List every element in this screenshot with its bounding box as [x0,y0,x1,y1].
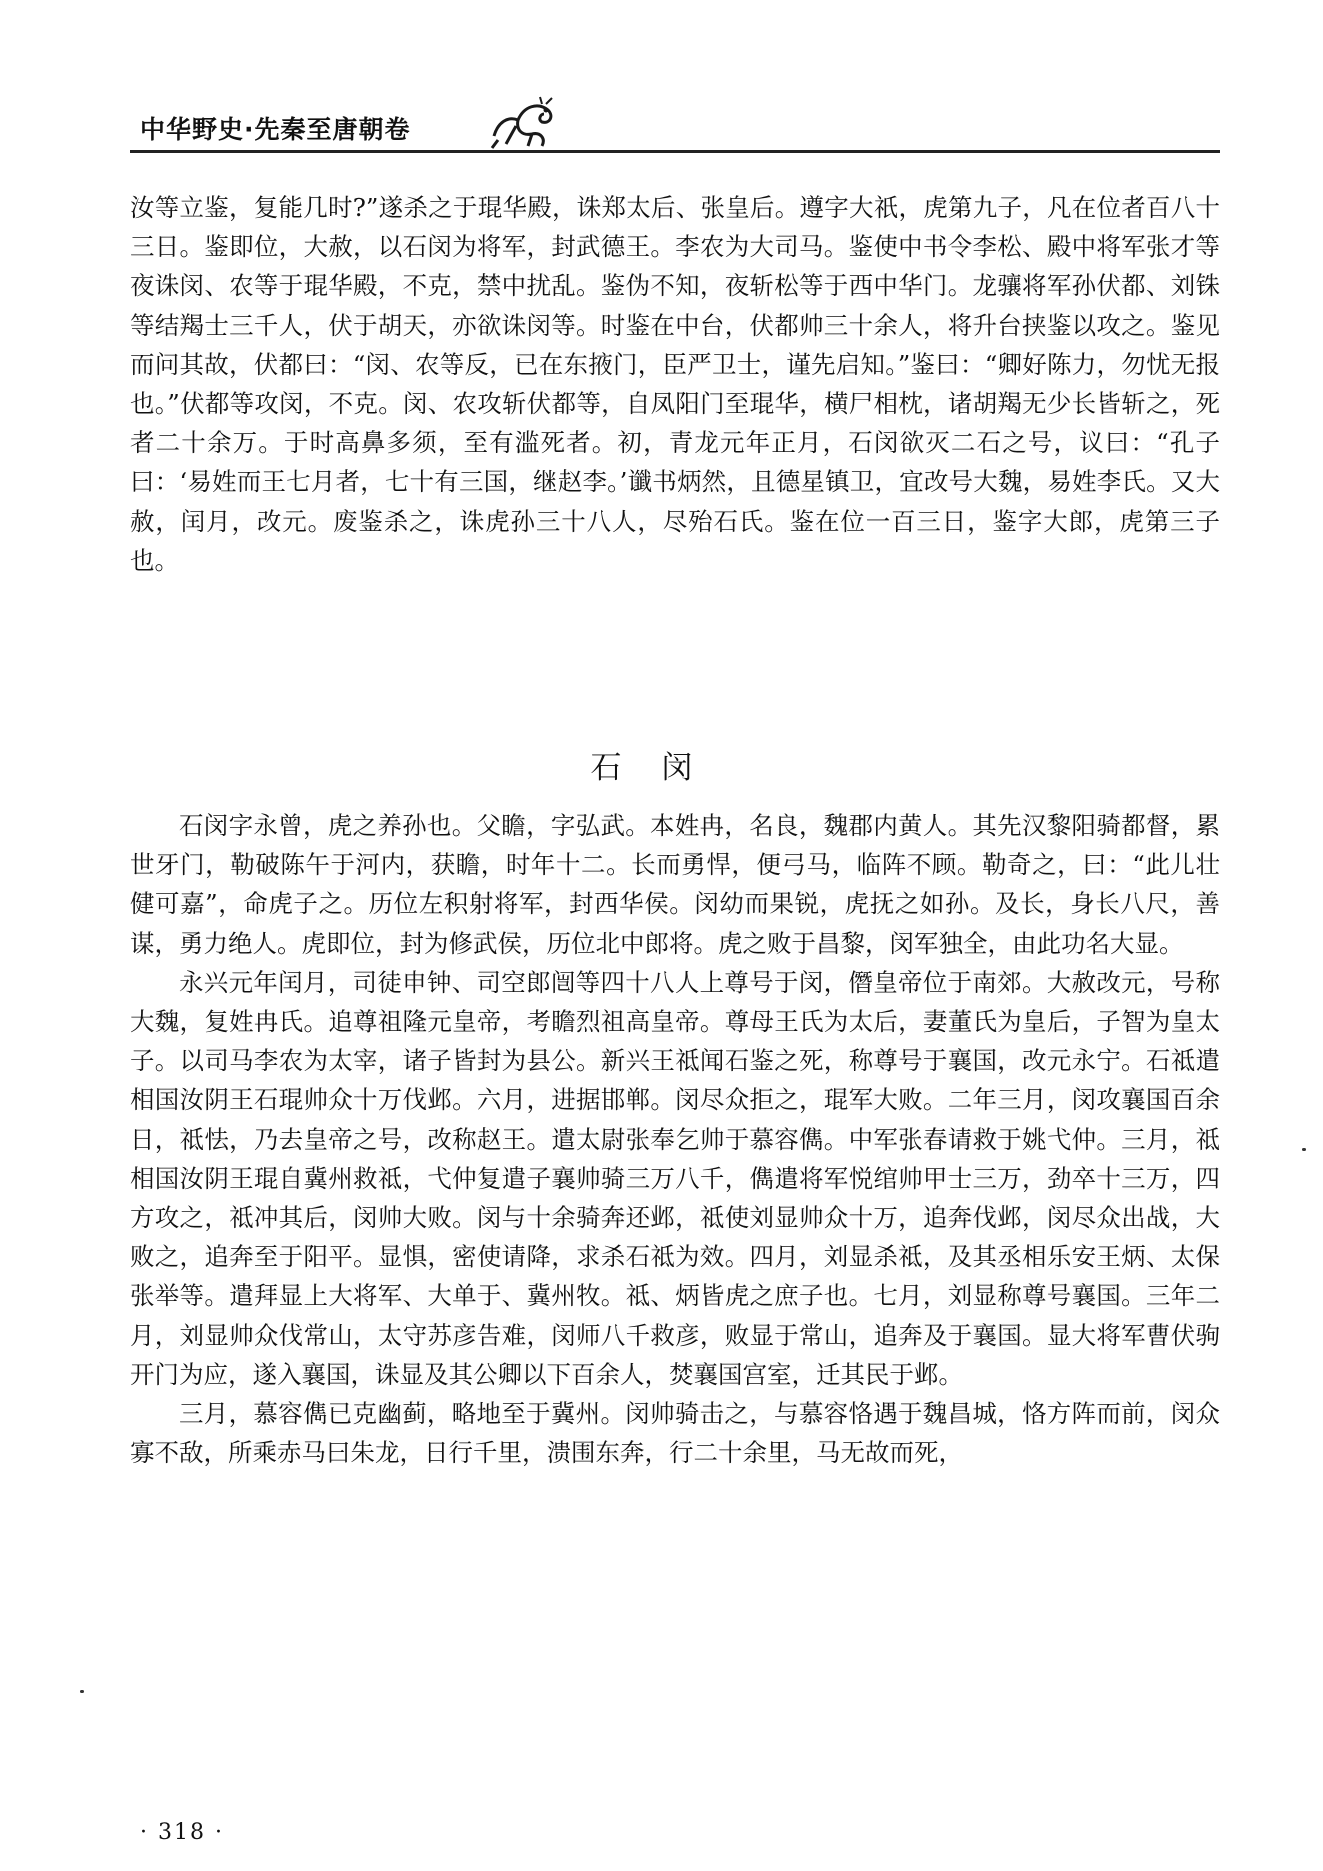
section-paragraph: 三月，慕容儁已克幽蓟，略地至于冀州。闵帅骑击之，与慕容恪遇于魏昌城，恪方阵而前，闵众寡不敌，所乘赤马曰朱龙，日行千里，溃围东奔，行二十余里，马无故而死， [130,1399,1220,1468]
scan-speck [80,1690,84,1693]
section-title: 石闵 [590,750,733,786]
running-header-title: 中华野史·先秦至唐朝卷 [140,115,411,144]
page-number: · 318 · [140,1820,224,1845]
section-paragraph: 永兴元年闰月，司徒申钟、司空郎闿等四十八人上尊号于闵，僭皇帝位于南郊。大赦改元，号称大魏，复姓冉氏。追尊祖隆元皇帝，考瞻烈祖高皇帝。尊母王氏为太后，妻董氏为皇后，子智为皇太子。以司马李农为太宰，诸子皆封为县公。新兴王祗闻石鉴之死，称尊号于襄国，改元永宁。石祗遣相国汝阴王石琨帅众十万伐邺。六月，进据邯郸。闵尽众拒之，琨军大败。二年三月，闵攻襄国百余日，祗怯，乃去皇帝之号，改称赵王。遣太尉张奉乞帅于慕容儁。中军张春请救于姚弋仲。三月，祗相国汝阴王琨自冀州救祗，弋仲复遣子襄帅骑三万八千，儁遣将军悦绾帅甲士三万，劲卒十三万，四方攻之，祗冲其后，闵帅大败。闵与十余骑奔还邺，祗使刘显帅众十万，追奔伐邺，闵尽众出战，大败之，追奔至于阳平。显惧，密使请降，求杀石祗为效。四月，刘显杀祗，及其丞相乐安王炳、太保张举等。遣拜显上大将军、大单于、冀州牧。祗、炳皆虎之庶子也。七月，刘显称尊号襄国。三年二月，刘显帅众伐常山，太守苏彦告难，闵师八千救彦，败显于常山，追奔及于襄国。显大将军曹伏驹开门为应，遂入襄国，诛显及其公卿以下百余人，焚襄国宫室，迁其民于邺。 [130,967,1220,1389]
header-rule [130,150,1220,153]
section-text-block [130,806,1220,1472]
continuation-paragraph: 汝等立鉴，复能几时?”遂杀之于琨华殿，诛郑太后、张皇后。遵字大祇，虎第九子，凡在位者百八十三日。鉴即位，大赦，以石闵为将军，封武德王。李农为大司马。鉴使中书令李松、殿中将军张才等夜诛闵、农等于琨华殿，不克，禁中扰乱。鉴伪不知，夜斩松等于西中华门。龙骧将军孙伏都、刘铢等结羯士三千人，伏于胡天，亦欲诛闵等。时鉴在中台，伏都帅三十余人，将升台挟鉴以攻之。鉴见而问其故，伏都曰：“闵、农等反，已在东掖门，臣严卫士，谨先启知。”鉴曰：“卿好陈力，勿忧无报也。”伏都等攻闵，不克。闵、农攻斩伏都等，自凤阳门至琨华，横尸相枕，诸胡羯无少长皆斩之，死者二十余万。于时高鼻多须，至有滥死者。初，青龙元年正月，石闵欲灭二石之号，议曰：“孔子曰：‘易姓而王七月者，七十有三国，继赵李。’谶书炳然，且德星镇卫，宜改号大魏，易姓李氏。又大赦，闰月，改元。废鉴杀之，诛虎孙三十八人，尽殆石氏。鉴在位一百三日，鉴字大郎，虎第三子也。 [130,193,1220,575]
section-paragraph: 石闵字永曾，虎之养孙也。父瞻，字弘武。本姓冉，名良，魏郡内黄人。其先汉黎阳骑都督，累世牙门，勒破陈午于河内，获瞻，时年十二。长而勇悍，便弓马，临阵不顾。勒奇之，曰：“此儿壮健可嘉”，命虎子之。历位左积射将军，封西华侯。闵幼而果锐，虎抚之如孙。及长，身长八尺，善谋，勇力绝人。虎即位，封为修武侯，历位北中郎将。虎之败于昌黎，闵军独全，由此功名大显。 [130,811,1220,958]
continuation-text-block [130,188,1220,580]
dragon-emblem-icon [488,96,558,152]
scan-speck [1302,1148,1306,1151]
